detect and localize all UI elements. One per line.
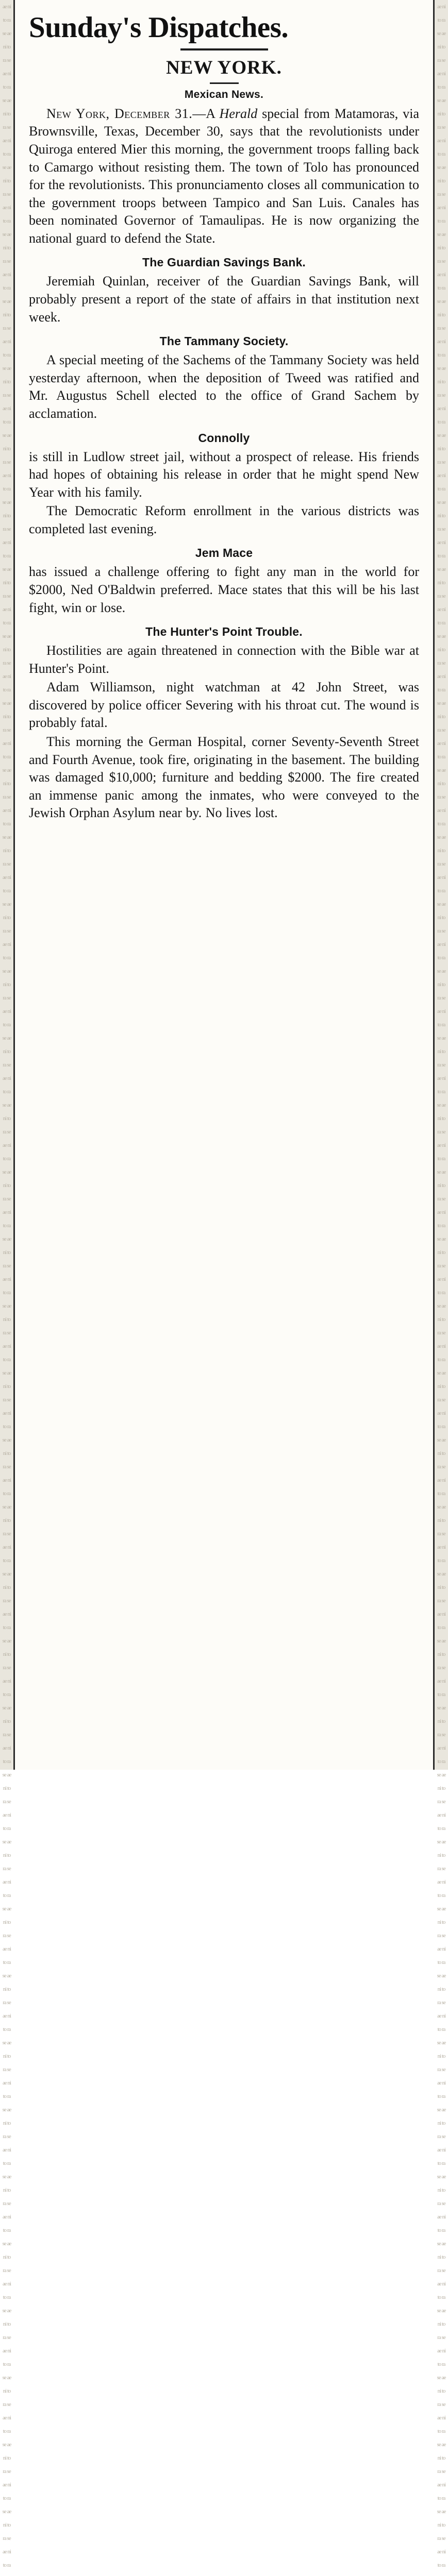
subheading-mexican-news: Mexican News.: [184, 88, 264, 100]
paragraph-guardian-savings-bank: Jeremiah Quinlan, receiver of the Guardian Savings Bank, will probably present a report of the state of affairs in that institution next week.: [29, 274, 419, 325]
column-rule-left: [13, 0, 15, 1770]
section-heading-city: NEW YORK.: [166, 57, 282, 78]
subheading-tammany-society: The Tammany Society.: [159, 334, 289, 348]
paragraph-mexican-news: New York, December 31.—A Herald special from Matamoras, via Brownsville, Texas, December 30, says that the revolutionists under Quiroga entered Mier this morning, the government troops falling back to Camargo without resisting them. The town of Tolo has pronounced for the revolutionists. This pronunciamento closes all communication to the government troops between Tampico and San Luis. Canales has been nominated Governor of Tamaulipas. He is now organizing the national guard to defend the State.: [29, 106, 419, 246]
article-column: [23, 0, 425, 823]
paragraph-connolly-2: The Democratic Reform enrollment in the various districts was completed last evening.: [29, 503, 419, 536]
adjacent-column-right: ae ni to ra se ae ni to ra se ae ni to ra se ae ni to ra se ae ni to ra se ae ni to ra se ae ni to ra se ae ni to ra se ae ni to ra se ae ni to ra se ae ni to ra se ae ni to ra se ae ni to ra se ae ni to ra se ae ni to ra se ae ni to ra se ae ni to ra se ae ni to ra se ae ni to ra se ae ni to ra se ae ni to ra se ae ni to ra se ae ni to ra se ae ni to ra se ae ni to ra se ae ni to ra se ae ni to ra se ae ni to ra se ae ni to ra se ae ni to ra se ae ni to ra se ae ni to ra se ae ni to ra se ae ni to ra se ae ni to ra se ae ni to ra se ae ni to ra se ae ni to ra se ae ni to ra se ae ni to ra se ae ni to ra se ae ni to ra se ae ni to ra se ae ni to ra se ae ni to ra se ae ni to ra se ae ni to ra se ae ni to ra se ae ni to ra se ae ni to ra se ae ni to ra se ae ni to ra se ae ni to ra se ae ni to ra se ae ni to ra se ae ni to ra se ae ni to ra se ae ni to ra se ae ni to ra se ae ni to ra se ae ni to ra se ae ni to ra se ae ni to ra se ae ni to ra se ae ni to ra se ae ni to ra se ae ni to ra se ae ni to ra se ae ni to ra se ae ni to ra se ae ni to ra se ae ni to ra se ae ni to ra se ae ni to ra se ae ni to ra se ae ni to ra se ae ni to ra: [437, 4, 446, 2568]
divider-under-city: [210, 82, 239, 84]
column-rule-right: [433, 0, 435, 1770]
subheading-connolly: Connolly: [198, 431, 250, 445]
subheading-hunters-point-trouble: The Hunter's Point Trouble.: [145, 625, 303, 639]
adjacent-column-left: ae ni to ra se ae ni to ra se ae ni to ra se ae ni to ra se ae ni to ra se ae ni to ra se ae ni to ra se ae ni to ra se ae ni to ra se ae ni to ra se ae ni to ra se ae ni to ra se ae ni to ra se ae ni to ra se ae ni to ra se ae ni to ra se ae ni to ra se ae ni to ra se ae ni to ra se ae ni to ra se ae ni to ra se ae ni to ra se ae ni to ra se ae ni to ra se ae ni to ra se ae ni to ra se ae ni to ra se ae ni to ra se ae ni to ra se ae ni to ra se ae ni to ra se ae ni to ra se ae ni to ra se ae ni to ra se ae ni to ra se ae ni to ra se ae ni to ra se ae ni to ra se ae ni to ra se ae ni to ra se ae ni to ra se ae ni to ra se ae ni to ra se ae ni to ra se ae ni to ra se ae ni to ra se ae ni to ra se ae ni to ra se ae ni to ra se ae ni to ra se ae ni to ra se ae ni to ra se ae ni to ra se ae ni to ra se ae ni to ra se ae ni to ra se ae ni to ra se ae ni to ra se ae ni to ra se ae ni to ra se ae ni to ra se ae ni to ra se ae ni to ra se ae ni to ra se ae ni to ra se ae ni to ra se ae ni to ra se ae ni to ra se ae ni to ra se ae ni to ra se ae ni to ra se ae ni to ra se ae ni to ra se ae ni to ra se ae ni to ra se ae ni to ra se ae ni to ra: [2, 4, 11, 2568]
paragraph-hunters-point-1: Hostilities are again threatened in connection with the Bible war at Hunter's Point.: [29, 643, 419, 676]
paragraph-connolly-1: is still in Ludlow street jail, without a prospect of release. His friends had hopes of obtaining his release in order that he might spend New Year with his family.: [29, 449, 419, 500]
paragraph-hunters-point-3: This morning the German Hospital, corner Seventy-Seventh Street and Fourth Avenue, took fire, originating in the basement. The building was damaged $10,000; furniture and bedding $2000. The fire created an immense panic among the inmates, who were conveyed to the Jewish Orphan Asylum near by. No lives lost.: [29, 734, 419, 821]
subheading-jem-mace: Jem Mace: [195, 546, 253, 560]
paragraph-tammany-society: A special meeting of the Sachems of the Tammany Society was held yesterday afternoon, when the deposition of Tweed was ratified and Mr. Augustus Schell elected to the office of Grand Sachem by acclamation.: [29, 352, 419, 421]
page-title: Sunday's Dispatches.: [29, 11, 289, 44]
divider-under-masthead: [180, 48, 268, 50]
paragraph-hunters-point-2: Adam Williamson, night watchman at 42 John Street, was discovered by police officer Severing with his throat cut. The wound is probably fatal.: [29, 680, 419, 731]
paragraph-jem-mace: has issued a challenge offering to fight any man in the world for $2000, Ned O'Baldwin preferred. Mace states that this will be his last fight, win or lose.: [29, 564, 419, 615]
subheading-guardian-savings-bank: The Guardian Savings Bank.: [142, 256, 306, 269]
